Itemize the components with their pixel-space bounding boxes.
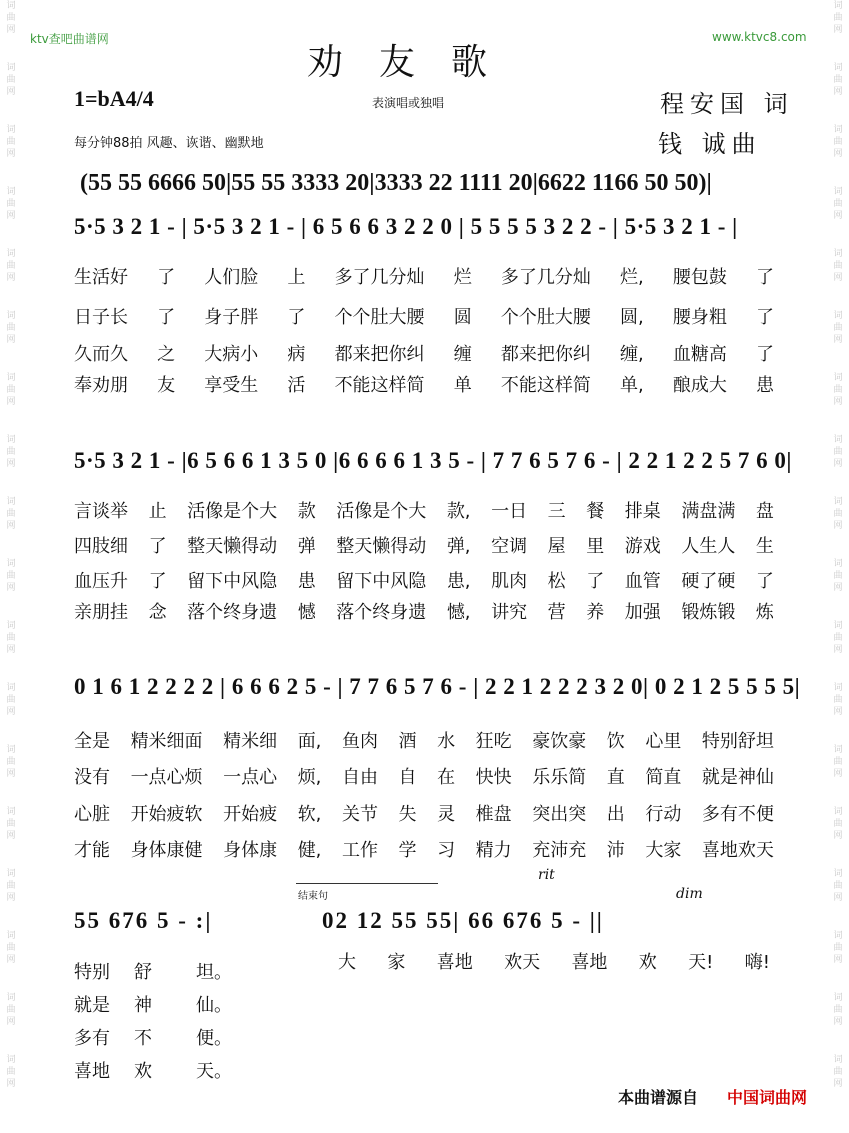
side-watermark-text: 词 曲 网 — [833, 1, 843, 35]
lyric-word: 活像是个大 — [336, 501, 427, 522]
side-watermark-text: 词 曲 网 — [833, 993, 843, 1027]
lyric-word: 个个肚大腰 — [334, 307, 425, 328]
lyric-word: 留下中风隐 — [187, 571, 278, 592]
lyric-word: 患 — [297, 571, 316, 592]
lyric-word: 心脏 — [74, 804, 110, 825]
lyric-word: 自 — [398, 767, 417, 788]
lyric-word: 乐乐简 — [532, 767, 587, 788]
lyric-word: 都来把你纠 — [500, 344, 591, 365]
lyric-word: 一点心 — [223, 767, 278, 788]
lyric-word: 学 — [398, 840, 417, 861]
lyric-word: 了 — [148, 571, 167, 592]
lyric-word: 三 — [547, 501, 566, 522]
lyric-word: 四肢细 — [74, 536, 128, 557]
lyric-word: 多有 — [74, 1028, 110, 1049]
lyric-word: 了 — [157, 267, 176, 288]
lyric-word: 沛 — [606, 840, 625, 861]
lyric-line — [74, 532, 774, 558]
lyric-line — [74, 497, 774, 523]
lyric-word: 血压升 — [74, 571, 128, 592]
lyric-word: 弹, — [446, 536, 471, 557]
side-watermark-text: 词 曲 网 — [6, 373, 16, 407]
side-watermark-text: 词 曲 网 — [833, 187, 843, 221]
lyric-word: 大家 — [645, 840, 682, 861]
side-watermark-text: 词 曲 网 — [833, 125, 843, 159]
tempo-marking: 每分钟88拍 风趣、诙谐、幽默地 — [74, 136, 264, 151]
lyric-word: 不能这样简 — [500, 375, 591, 396]
ending-bracket — [296, 883, 438, 886]
lyric-word: 出 — [606, 804, 625, 825]
lyric-word: 工作 — [341, 840, 378, 861]
side-watermark-text: 词 曲 网 — [6, 559, 16, 593]
lyric-word: 了 — [287, 307, 306, 328]
lyric-word: 酒 — [398, 731, 417, 752]
lyric-word: 了 — [756, 307, 774, 328]
lyric-word: 酿成大 — [672, 375, 727, 396]
lyric-word: 就是神仙 — [701, 767, 774, 788]
lyric-word: 游戏 — [624, 536, 661, 557]
lyric-word: 开始疲 — [223, 804, 278, 825]
ending-lyric-word: 喜地 — [436, 952, 473, 973]
lyric-word: 自由 — [341, 767, 378, 788]
notes-row-4-left: 55 676 5 - :| — [74, 908, 213, 933]
lyric-word: 不 — [134, 1028, 152, 1049]
lyric-word: 就是 — [74, 995, 110, 1016]
lyric-line — [74, 303, 774, 329]
source-brand: 中国词曲网 — [727, 1088, 808, 1107]
side-watermark-text: 词 曲 网 — [833, 807, 843, 841]
lyric-word: 快快 — [475, 767, 512, 788]
notes-row-4-right: 02 12 55 55| 66 676 5 - || — [322, 908, 604, 933]
side-watermark-text: 词 曲 网 — [833, 497, 843, 531]
lyric-word: 排桌 — [624, 501, 661, 522]
lyric-word: 鱼肉 — [341, 731, 378, 752]
lyric-word: 精力 — [475, 840, 512, 861]
lyric-word: 多有不便 — [701, 804, 774, 825]
lyric-word: 了 — [756, 344, 774, 365]
lyric-word: 言谈举 — [74, 501, 128, 522]
lyric-word: 生活好 — [74, 267, 128, 288]
lyric-word: 大病小 — [204, 344, 259, 365]
lyric-word: 患, — [446, 571, 471, 592]
lyric-word: 都来把你纠 — [334, 344, 425, 365]
lyric-word: 锻炼锻 — [681, 602, 736, 623]
side-watermark-text: 词 曲 网 — [833, 373, 843, 407]
lyric-word: 烦, — [297, 767, 322, 788]
lyric-word: 突出突 — [532, 804, 587, 825]
lyric-word: 憾, — [446, 602, 471, 623]
lyric-word: 松 — [547, 571, 566, 592]
notes-row-2: 5·5 3 2 1 - |6 5 6 6 1 3 5 0 |6 6 6 6 1 3 5 - | 7 7 6 5 7 6 - | 2 2 1 2 2 5 7 6 0| — [74, 448, 792, 473]
lyric-word: 病 — [287, 344, 306, 365]
lyric-word: 整天懒得动 — [336, 536, 427, 557]
lyric-word: 了 — [586, 571, 605, 592]
lyric-word: 人生人 — [681, 536, 736, 557]
side-watermark-text: 词 曲 网 — [6, 745, 16, 779]
lyric-word: 简直 — [645, 767, 682, 788]
side-watermark-text: 词 曲 网 — [833, 311, 843, 345]
lyric-word: 习 — [437, 840, 456, 861]
side-watermark-text: 词 曲 网 — [833, 63, 843, 97]
side-watermark-text: 词 曲 网 — [6, 187, 16, 221]
side-watermark-text: 词 曲 网 — [833, 249, 843, 283]
right-side-watermark — [829, 0, 847, 1133]
ending-lyric-word: 喜地 — [571, 952, 608, 973]
watermark-right: www.ktvc8.com — [712, 30, 807, 44]
lyric-word: 喜地欢天 — [701, 840, 774, 861]
final-lyrics-block — [74, 956, 236, 1088]
lyric-word: 里 — [586, 536, 605, 557]
lyric-word: 了 — [148, 536, 167, 557]
lyric-word: 天。 — [196, 1061, 232, 1082]
lyric-word: 仙。 — [196, 995, 232, 1016]
left-side-watermark — [2, 0, 20, 1133]
lyric-word: 整天懒得动 — [187, 536, 278, 557]
side-watermark-text: 词 曲 网 — [833, 869, 843, 903]
lyric-word: 烂, — [619, 267, 644, 288]
lyric-word: 不能这样简 — [334, 375, 425, 396]
lyric-word: 上 — [287, 267, 306, 288]
lyric-word: 腰身粗 — [672, 307, 727, 328]
lyric-word: 憾 — [297, 602, 316, 623]
lyric-word: 肌肉 — [491, 571, 528, 592]
lyric-line — [74, 567, 774, 593]
side-watermark-text: 词 曲 网 — [833, 559, 843, 593]
lyric-word: 饮 — [606, 731, 625, 752]
ending-lyric-word: 大 — [338, 952, 356, 973]
lyric-word: 多了几分灿 — [500, 267, 591, 288]
lyric-word: 落个终身遗 — [187, 602, 278, 623]
lyric-word: 之 — [157, 344, 176, 365]
lyric-word: 了 — [755, 571, 774, 592]
side-watermark-text: 词 曲 网 — [6, 993, 16, 1027]
lyric-word: 身体康健 — [130, 840, 203, 861]
lyric-word: 神 — [134, 995, 152, 1016]
lyric-word: 加强 — [624, 602, 661, 623]
lyric-word: 一点心烦 — [130, 767, 203, 788]
lyric-word: 圆, — [619, 307, 644, 328]
ending-lyric-word: 欢 — [638, 952, 657, 973]
lyric-word: 豪饮豪 — [532, 731, 587, 752]
lyric-word: 了 — [756, 267, 774, 288]
lyric-word: 营 — [547, 602, 566, 623]
lyric-word: 餐 — [586, 501, 605, 522]
lyric-word: 单, — [619, 375, 644, 396]
ending-label: 结束句 — [298, 891, 328, 902]
lyric-word: 精米细 — [223, 731, 278, 752]
side-watermark-text: 词 曲 网 — [6, 249, 16, 283]
lyric-word: 喜地 — [74, 1061, 110, 1082]
side-watermark-text: 词 曲 网 — [833, 621, 843, 655]
lyric-word: 单 — [453, 375, 472, 396]
ending-lyric-word: 家 — [387, 952, 406, 973]
lyric-word: 止 — [148, 501, 167, 522]
lyric-word: 款, — [446, 501, 471, 522]
lyric-word: 屋 — [547, 536, 566, 557]
side-watermark-text: 词 曲 网 — [833, 745, 843, 779]
side-watermark-text: 词 曲 网 — [6, 869, 16, 903]
lyric-word: 烂 — [453, 267, 472, 288]
lyric-word: 款 — [297, 501, 316, 522]
final-lyric-line — [74, 989, 236, 1022]
lyric-line — [74, 598, 774, 624]
lyric-line — [74, 836, 774, 862]
composer: 钱 诚曲 — [658, 130, 762, 158]
notes-row-1: 5·5 3 2 1 - | 5·5 3 2 1 - | 6 5 6 6 3 2 2 0 | 5 5 5 5 3 2 2 - | 5·5 3 2 1 - | — [74, 214, 738, 239]
performance-style: 表演唱或独唱 — [372, 96, 445, 110]
lyric-word: 心里 — [645, 731, 682, 752]
key-time-signature: 1=bA4/4 — [74, 86, 154, 111]
lyric-word: 圆 — [453, 307, 472, 328]
lyric-word: 落个终身遗 — [336, 602, 427, 623]
lyric-word: 念 — [148, 602, 167, 623]
side-watermark-text: 词 曲 网 — [833, 1055, 843, 1089]
lyric-word: 活像是个大 — [187, 501, 278, 522]
lyric-line — [74, 800, 774, 826]
side-watermark-text: 词 曲 网 — [6, 311, 16, 345]
side-watermark-text: 词 曲 网 — [6, 1, 16, 35]
lyric-word: 在 — [437, 767, 456, 788]
lyric-word: 空调 — [491, 536, 528, 557]
lyric-word: 没有 — [74, 767, 110, 788]
lyric-line — [74, 371, 774, 397]
lyric-word: 满盘满 — [681, 501, 736, 522]
side-watermark-text: 词 曲 网 — [833, 435, 843, 469]
lyric-word: 关节 — [341, 804, 378, 825]
lyric-word: 缠, — [619, 344, 644, 365]
notes-row-3: 0 1 6 1 2 2 2 2 | 6 6 6 2 5 - | 7 7 6 5 7 6 - | 2 2 1 2 2 2 3 2 0| 0 2 1 2 5 5 5 5| — [74, 674, 801, 699]
lyric-word: 身子胖 — [204, 307, 259, 328]
source-label: 本曲谱源自 — [618, 1088, 699, 1107]
lyric-word: 盘 — [755, 501, 774, 522]
side-watermark-text: 词 曲 网 — [6, 807, 16, 841]
side-watermark-text: 词 曲 网 — [6, 621, 16, 655]
lyric-word: 特别舒坦 — [701, 731, 774, 752]
side-watermark-text: 词 曲 网 — [833, 931, 843, 965]
lyric-word: 舒 — [134, 962, 152, 983]
lyric-word: 炼 — [755, 602, 774, 623]
side-watermark-text: 词 曲 网 — [6, 1055, 16, 1089]
lyric-word: 精米细面 — [130, 731, 203, 752]
lyric-word: 狂吃 — [475, 731, 512, 752]
ritardando-mark: rit — [538, 867, 555, 883]
lyric-word: 灵 — [437, 804, 456, 825]
lyric-word: 全是 — [74, 731, 110, 752]
lyricist: 程安国 词 — [660, 90, 794, 118]
lyric-word: 行动 — [645, 804, 682, 825]
lyric-line — [74, 727, 774, 753]
lyric-line — [74, 340, 774, 366]
lyric-word: 血糖高 — [672, 344, 727, 365]
lyric-word: 养 — [586, 602, 605, 623]
lyric-word: 友 — [157, 375, 176, 396]
lyric-word: 活 — [287, 375, 306, 396]
side-watermark-text: 词 曲 网 — [6, 435, 16, 469]
lyric-word: 一日 — [491, 501, 528, 522]
lyric-word: 缠 — [453, 344, 472, 365]
side-watermark-text: 词 曲 网 — [6, 63, 16, 97]
lyric-word: 才能 — [74, 840, 110, 861]
lyric-word: 特别 — [74, 962, 110, 983]
lyric-word: 开始疲软 — [130, 804, 203, 825]
lyric-word: 充沛充 — [532, 840, 587, 861]
lyric-word: 腰包鼓 — [672, 267, 727, 288]
lyric-word: 硬了硬 — [681, 571, 736, 592]
lyric-word: 失 — [398, 804, 417, 825]
lyric-word: 患 — [756, 375, 774, 396]
lyric-word: 血管 — [624, 571, 661, 592]
side-watermark-text: 词 曲 网 — [833, 683, 843, 717]
lyric-word: 生 — [755, 536, 774, 557]
lyric-word: 人们脸 — [204, 267, 259, 288]
lyric-word: 讲究 — [491, 602, 528, 623]
final-lyric-line — [74, 1022, 236, 1055]
lyric-line — [74, 263, 774, 289]
lyric-line — [74, 763, 774, 789]
ending-lyric-word: 嗨! — [744, 952, 770, 973]
lyric-word: 欢 — [134, 1061, 152, 1082]
lyric-word: 奉劝朋 — [74, 375, 128, 396]
lyric-word: 水 — [437, 731, 456, 752]
side-watermark-text: 词 曲 网 — [6, 931, 16, 965]
lyric-word: 弹 — [297, 536, 316, 557]
lyric-word: 身体康 — [223, 840, 278, 861]
lyric-word: 面, — [297, 731, 322, 752]
diminuendo-mark: dim — [676, 886, 703, 902]
side-watermark-text: 词 曲 网 — [6, 683, 16, 717]
song-title: 劝友歌 — [307, 42, 524, 83]
intro-notes: (55 55 6666 50|55 55 3333 20|3333 22 1111 20|6622 1166 50 50)| — [80, 170, 712, 196]
lyric-word: 便。 — [196, 1028, 232, 1049]
final-lyric-line — [74, 956, 236, 989]
lyric-word: 久而久 — [74, 344, 128, 365]
lyric-word: 椎盘 — [475, 804, 512, 825]
lyric-word: 留下中风隐 — [336, 571, 427, 592]
lyric-word: 多了几分灿 — [334, 267, 425, 288]
lyric-word: 软, — [297, 804, 322, 825]
lyric-word: 了 — [157, 307, 176, 328]
side-watermark-text: 词 曲 网 — [6, 497, 16, 531]
lyric-word: 坦。 — [196, 962, 232, 983]
ending-lyrics — [338, 948, 770, 974]
lyric-word: 个个肚大腰 — [500, 307, 591, 328]
side-watermark-text: 词 曲 网 — [6, 125, 16, 159]
lyric-word: 直 — [606, 767, 625, 788]
lyric-word: 亲朋挂 — [74, 602, 128, 623]
ending-lyric-word: 天! — [688, 952, 714, 973]
lyric-word: 日子长 — [74, 307, 128, 328]
lyric-word: 健, — [297, 840, 322, 861]
lyric-word: 享受生 — [204, 375, 259, 396]
final-lyric-line — [74, 1055, 236, 1088]
watermark-left: ktv查吧曲谱网 — [30, 32, 109, 46]
ending-lyric-word: 欢天 — [504, 952, 541, 973]
